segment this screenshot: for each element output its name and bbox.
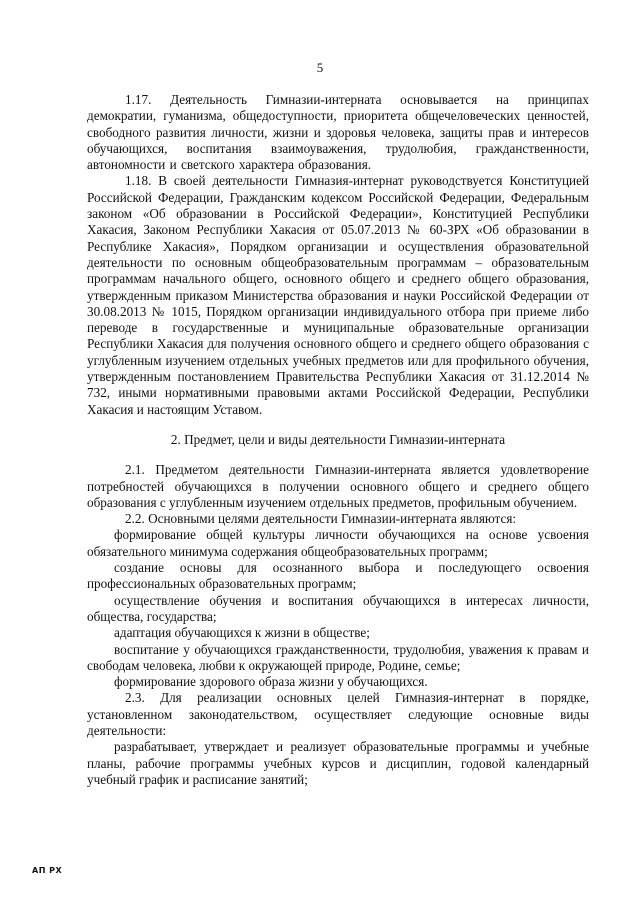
paragraph-1-17: 1.17. Деятельность Гимназии-интерната основывается на принципах демократии, гуманизма, общедоступности, приоритета общечеловеческих ценностей, свободного развития личности, жизни и здоровья человека, защиты прав и интересов обучающихся, воспитания взаимоуважения, трудолюбия, гражданственности, автономности и светского характера образования. <box>87 92 589 173</box>
goal-item: формирование общей культуры личности обучающихся на основе усвоения обязательного минимума содержания общеобразовательных программ; <box>87 527 589 559</box>
goal-item: формирование здорового образа жизни у обучающихся. <box>114 674 428 690</box>
paragraph-2-3: 2.3. Для реализации основных целей Гимназия-интернат в порядке, установленном законодательством, осуществляет следующие основные виды деятельности: <box>87 690 589 738</box>
goal-item: осуществление обучения и воспитания обучающихся в интересах личности, общества, государства; <box>87 592 589 624</box>
goal-item: создание основы для осознанного выбора и последующего освоения профессиональных образовательных программ; <box>87 560 589 592</box>
goal-item: воспитание у обучающихся гражданственности, трудолюбия, уважения к правам и свободам человека, любви к окружающей природе, Родине, семье; <box>87 641 589 673</box>
paragraph-1-18: 1.18. В своей деятельности Гимназия-интернат руководствуется Конституцией Российской Федерации, Гражданским кодексом Российской Федерации, Федеральным законом «Об образовании в Российской Федерации», Конституцией Республики Хакасия, Законом Республики Хакасия от 05.07.2013 № 60-ЗРХ «Об образовании в Республике Хакасия», Порядком организации и осуществления образовательной деятельности по основным общеобразовательным программам – образовательным программам начального общего, основного общего и среднего общего образования, утвержденным приказом Министерства образования и науки Российской Федерации от 30.08.2013 № 1015, Порядком организации индивидуального отбора при приеме либо переводе в государственные и муниципальные образовательные организации Республики Хакасия для получения основного общего и среднего общего образования с углубленным изучением отдельных учебных предметов или для профильного обучения, утвержденным постановлением Правительства Республики Хакасия от 31.12.2014 № 732, иными нормативными правовыми актами Российской Федерации, Республики Хакасия и настоящим Уставом. <box>87 173 589 417</box>
archive-stamp: АП РХ <box>32 866 63 875</box>
paragraph-2-2: 2.2. Основными целями деятельности Гимназии-интерната являются: <box>125 511 517 527</box>
activity-item: разрабатывает, утверждает и реализует образовательные программы и учебные планы, рабочие программы учебных курсов и дисциплин, годовой календарный учебный график и расписание занятий; <box>87 739 589 787</box>
section-2-heading: 2. Предмет, цели и виды деятельности Гимназии-интерната <box>170 431 506 447</box>
goal-item: адаптация обучающихся к жизни в обществе; <box>114 625 370 641</box>
document-body <box>87 92 589 788</box>
page-number: 5 <box>316 60 324 75</box>
paragraph-2-1: 2.1. Предметом деятельности Гимназии-интерната является удовлетворение потребностей обучающихся в получении основного общего и среднего общего образования с углубленным изучением отдельных предметов, профильным обучением. <box>87 462 589 510</box>
